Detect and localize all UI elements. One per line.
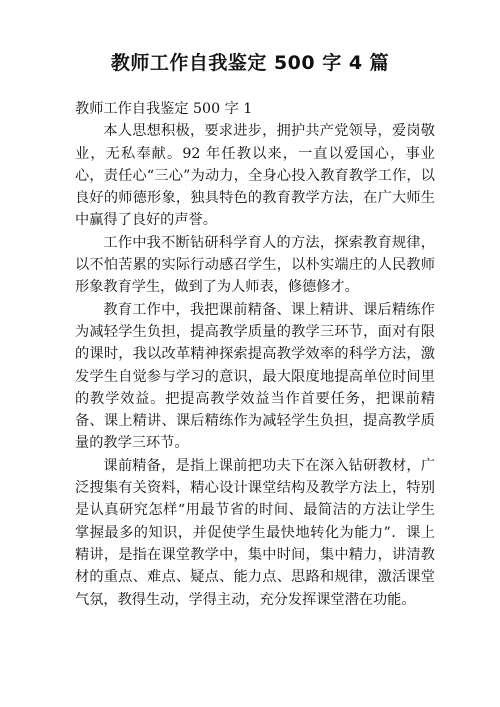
document-body	[75, 98, 435, 611]
document-title: 教师工作自我鉴定 500 字 4 篇	[110, 52, 390, 74]
section-heading: 教师工作自我鉴定 500 字 1	[75, 101, 253, 117]
paragraph-3: 教育工作中，我把课前精备、课上精讲、课后精练作为减轻学生负担，提高教学质量的教学三环节，面对有限的课时，我以改革精神探索提高教学效率的科学方法，激发学生自觉参与学习的意识，最大限度地提高单位时间里的教学效益。把提高教学效益当作首要任务，把课前精备、课上精讲、课后精练作为减轻学生负担，提高教学质量的教学三环节。	[75, 301, 435, 452]
paragraph-4: 课前精备，是指上课前把功夫下在深入钻研教材，广泛搜集有关资料，精心设计课堂结构及教学方法上，特别是认真研究怎样“用最节省的时间、最简洁的方法让学生掌握最多的知识，并促使学生最快地转化为能力”．课上精讲，是指在课堂教学中，集中时间，集中精力，讲清教材的重点、难点、疑点、能力点、思路和规律，激活课堂气氛，教得生动，学得主动，充分发挥课堂潜在功能。	[75, 457, 435, 608]
paragraph-2: 工作中我不断钻研科学育人的方法，探索教育规律，以不怕苦累的实际行动感召学生，以朴实端庄的人民教师形象教育学生，做到了为人师表，修德修才。	[75, 234, 435, 296]
paragraph-1: 本人思想积极，要求进步，拥护共产党领导，爱岗敬业，无私奉献。92 年任教以来，一直以爱国心，事业心，责任心“三心”为动力，全身心投入教育教学工作，以良好的师德形象，独具特色的教育教学方法，在广大师生中赢得了良好的声誉。	[75, 123, 435, 229]
